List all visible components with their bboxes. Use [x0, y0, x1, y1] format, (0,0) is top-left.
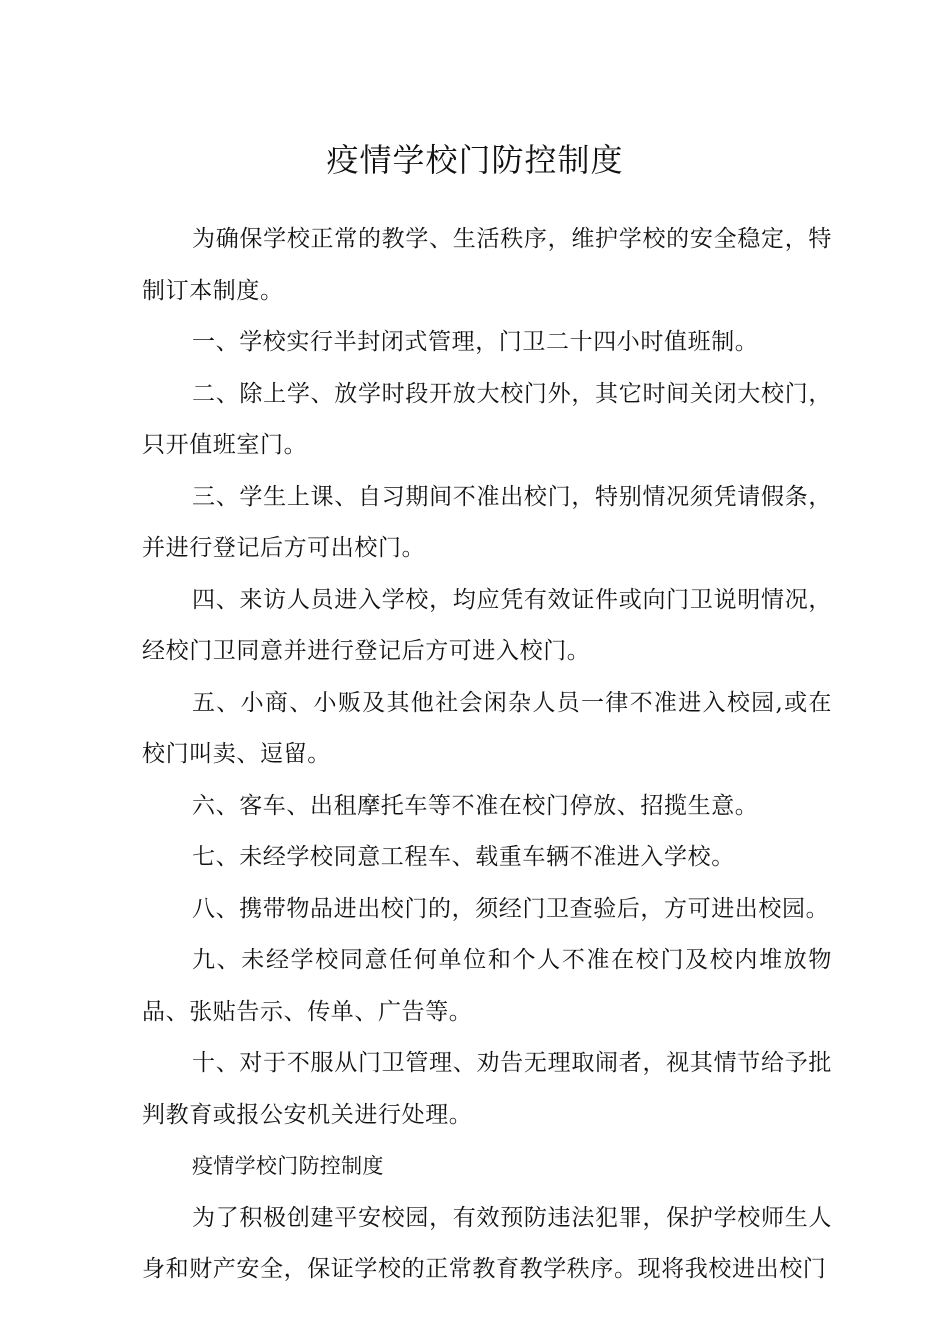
paragraph-intro: 为确保学校正常的教学、生活秩序，维护学校的安全稳定，特制订本制度。 [142, 226, 832, 304]
paragraph-rule-6: 六、客车、出租摩托车等不准在校门停放、招揽生意。 [192, 792, 759, 819]
document-title: 疫情学校门防控制度 [326, 141, 624, 179]
paragraph-rule-5: 五、小商、小贩及其他社会闲杂人员一律不准进入校园,或在校门叫卖、逗留。 [142, 689, 832, 767]
paragraph-rule-8: 八、携带物品进出校门的，须经门卫查验后，方可进出校园。 [192, 895, 830, 922]
paragraph-rule-4: 四、来访人员进入学校，均应凭有效证件或向门卫说明情况，经校门卫同意并进行登记后方可进入校门。 [142, 586, 832, 664]
paragraph-rule-2: 二、除上学、放学时段开放大校门外，其它时间关闭大校门，只开值班室门。 [142, 380, 832, 458]
paragraph-rule-1: 一、学校实行半封闭式管理，门卫二十四小时值班制。 [192, 329, 759, 355]
paragraph-rule-9: 九、未经学校同意任何单位和个人不准在校门及校内堆放物品、张贴告示、传单、广告等。 [142, 947, 832, 1025]
paragraph-second-intro: 为了积极创建平安校园，有效预防违法犯罪，保护学校师生人身和财产安全，保证学校的正常教育教学秩序。现将我校进出校门 [142, 1204, 832, 1282]
paragraph-rule-3: 三、学生上课、自习期间不准出校门，特别情况须凭请假条，并进行登记后方可出校门。 [142, 483, 832, 561]
document-body [142, 214, 832, 1296]
second-section-heading: 疫情学校门防控制度 [192, 1154, 384, 1178]
paragraph-rule-10: 十、对于不服从门卫管理、劝告无理取闹者，视其情节给予批判教育或报公安机关进行处理。 [142, 1050, 832, 1128]
paragraph-rule-7: 七、未经学校同意工程车、载重车辆不准进入学校。 [192, 844, 735, 870]
